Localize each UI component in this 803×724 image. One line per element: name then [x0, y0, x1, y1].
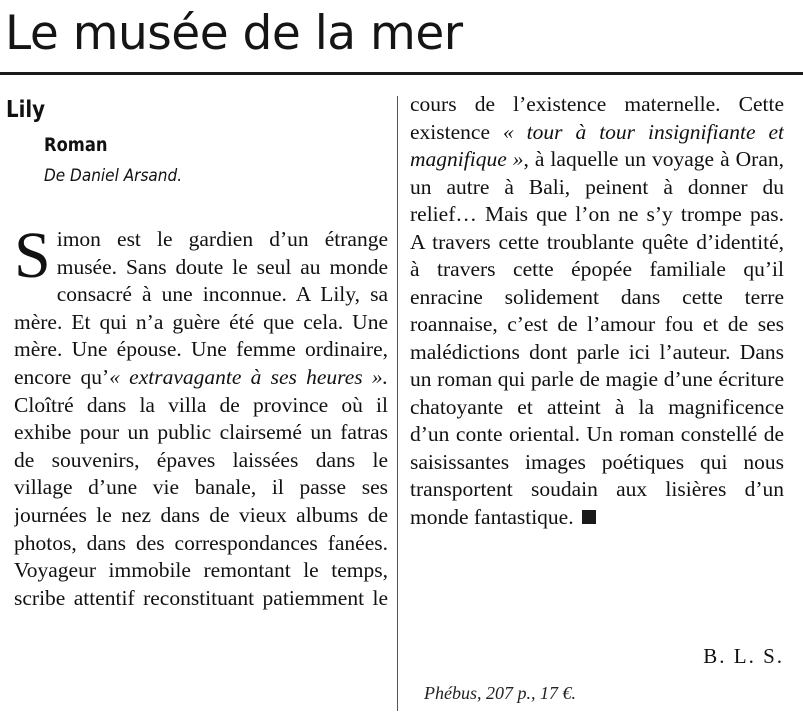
drop-cap: S: [14, 226, 51, 292]
paragraph-3-text-c: lisières d’un monde fantastique.: [410, 477, 784, 529]
paragraph-1-quote: « extravagante à ses heures ».: [109, 364, 388, 389]
article-paragraph-1: [14, 226, 388, 392]
paragraph-3-quote: « tour à tour insignifiante et magnifique »: [410, 119, 784, 171]
paragraph-1-text: imon est le gardien d’un étrange musée. Sans doute le seul au monde consacré à une inconnue. A Lily, sa mère. Et qui n’a guère été que cela. Une mère. Une épouse. Une femme ordinaire, encore qu’: [14, 227, 388, 389]
article-paragraph-2: Cloîtré dans la villa de province où il exhibe pour un public clairsemé un fatras de souvenirs, épaves laissées dans le village d’une vie banale, il passe ses journées le nez dans de vieux albums de photos, dans des correspondances fanées. Voyageur immobile remontant le temps, scribe attentif reconstituant patiemment le: [14, 392, 388, 610]
author-signature: B. L. S.: [703, 644, 784, 668]
paragraph-3-text-b: , à laquelle un voyage à Oran, un autre à Bali, peinent à donner du relief… Mais que l’on ne s’y trompe pas. A travers cette troublante quête d’identité, à travers cette épopée familiale qu’il enracine solidement dans cette terre roannaise, c’est de l’amour fou et de ses malédictions dont parle ici l’auteur. Dans un roman qui parle de magie d’une écriture chatoyante et atteint à la magnificence d’un conte oriental. Un roman constellé de saisissantes images poétiques qui nous transportent soudain aux: [410, 147, 784, 501]
book-genre: Roman: [44, 134, 108, 156]
page-title: Le musée de la mer: [5, 6, 463, 61]
column-divider: [397, 96, 398, 711]
book-title: Lily: [6, 97, 46, 123]
book-author: De Daniel Arsand.: [44, 166, 183, 186]
end-mark-square: [582, 510, 596, 524]
article-paragraph-3: [410, 91, 784, 531]
article-column-right: [410, 91, 784, 681]
publisher-info: Phébus, 207 p., 17 €.: [424, 683, 576, 703]
title-divider: [0, 72, 803, 75]
article-column-left: [14, 226, 388, 716]
paragraph-3-text-a: cours de l’existence maternelle. Cette existence: [410, 92, 784, 144]
